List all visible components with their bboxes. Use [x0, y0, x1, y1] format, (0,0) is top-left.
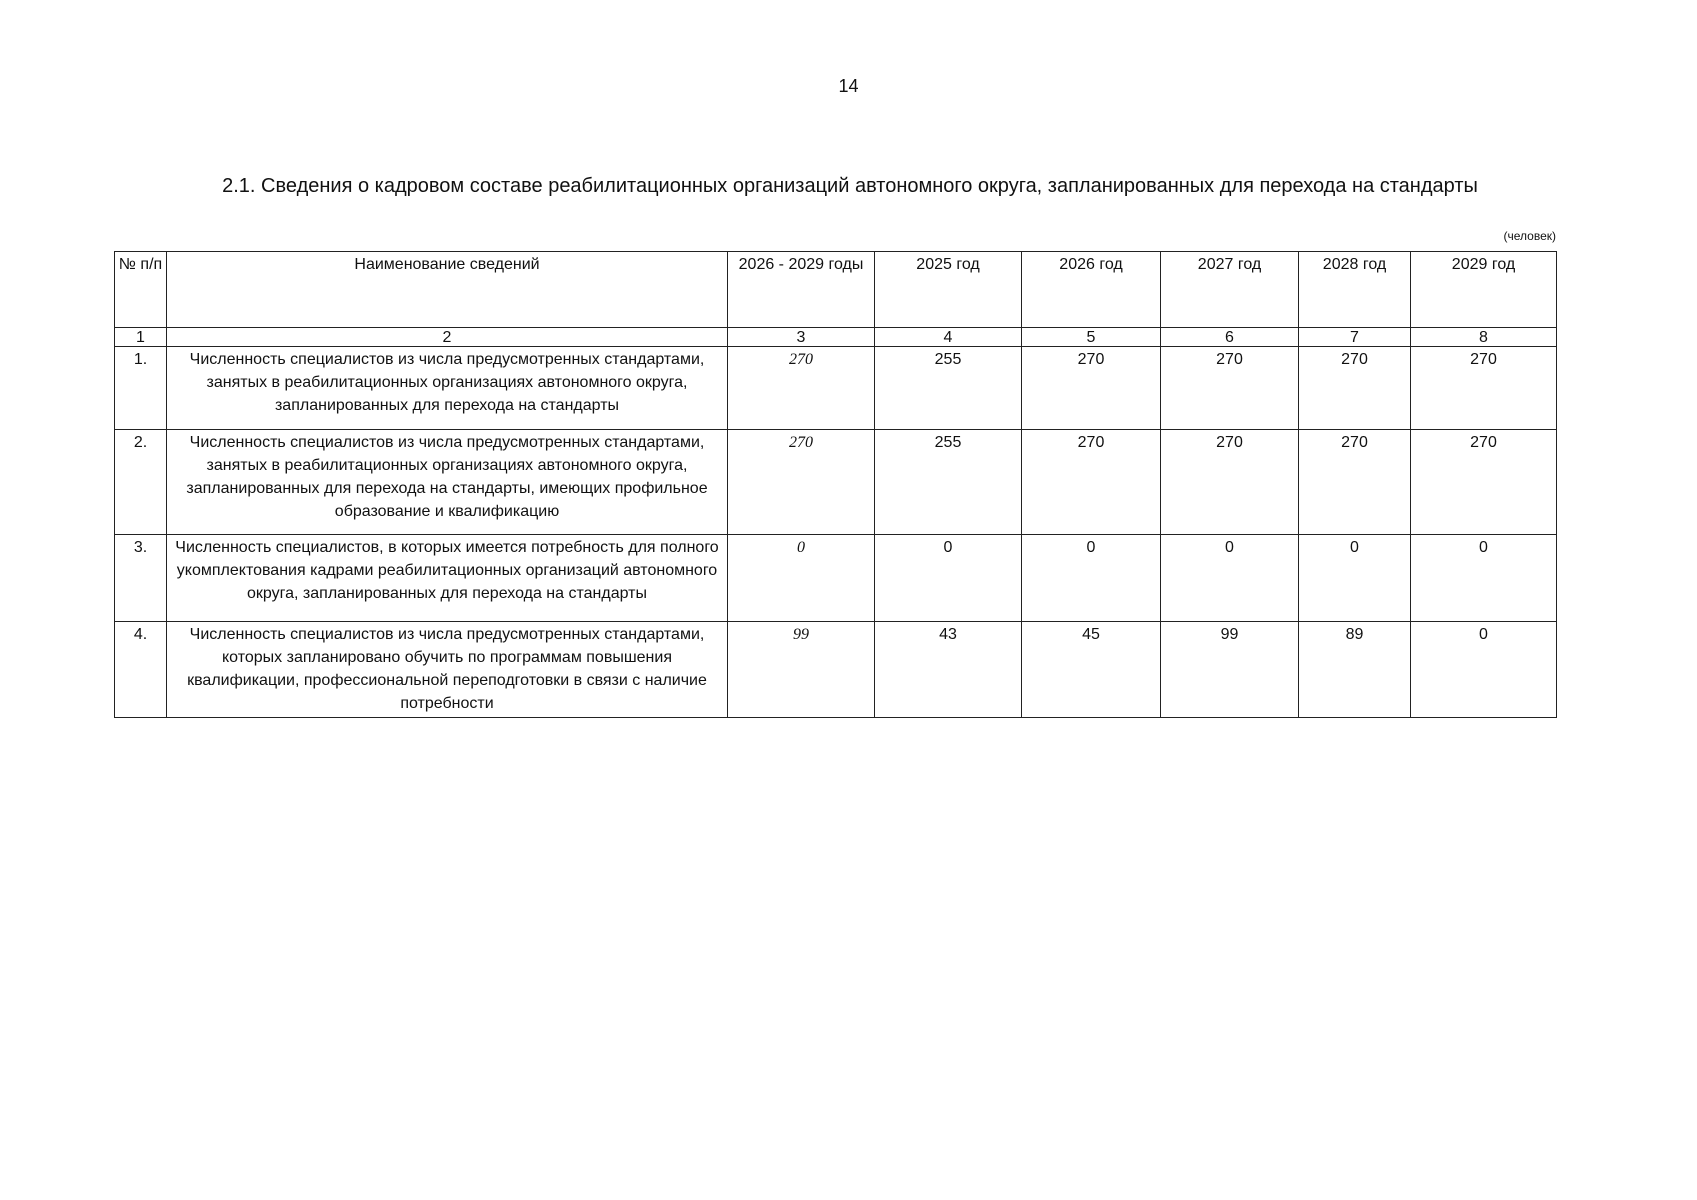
- column-number-cell: 7: [1299, 328, 1411, 347]
- staff-table: [114, 251, 1557, 718]
- row-value-cell-2025: 43: [875, 622, 1022, 718]
- row-total-cell: 0: [728, 535, 875, 622]
- table-row: [115, 622, 1557, 718]
- row-name-cell: Численность специалистов, в которых имеется потребность для полного укомплектования кадрами реабилитационных организаций автономного округа, запланированных для перехода на стандарты: [167, 535, 728, 622]
- header-cell-2027: 2027 год: [1161, 252, 1299, 328]
- row-value-cell-2028: 270: [1299, 430, 1411, 535]
- row-value-cell-2026: 45: [1022, 622, 1161, 718]
- row-total-cell: 99: [728, 622, 875, 718]
- page-number: 14: [838, 76, 859, 96]
- row-value-cell-2028: 89: [1299, 622, 1411, 718]
- row-number-cell: 4.: [115, 622, 167, 718]
- row-number-cell: 1.: [115, 347, 167, 430]
- column-number-cell: 1: [115, 328, 167, 347]
- row-value-cell-2025: 255: [875, 430, 1022, 535]
- row-value-cell-2026: 270: [1022, 347, 1161, 430]
- column-number-cell: 3: [728, 328, 875, 347]
- column-number-cell: 5: [1022, 328, 1161, 347]
- header-cell-number: № п/п: [115, 252, 167, 328]
- header-cell-2026: 2026 год: [1022, 252, 1161, 328]
- row-total-cell: 270: [728, 347, 875, 430]
- row-value-cell-2025: 255: [875, 347, 1022, 430]
- unit-label: (человек): [1503, 229, 1556, 243]
- row-name-cell: Численность специалистов из числа предусмотренных стандартами, занятых в реабилитационных организациях автономного округа, запланированных для перехода на стандарты: [167, 347, 728, 430]
- row-value-cell-2027: 99: [1161, 622, 1299, 718]
- table-header-row: [115, 252, 1557, 328]
- row-value-cell-2029: 0: [1411, 535, 1557, 622]
- column-number-row: [115, 328, 1557, 347]
- row-name-cell: Численность специалистов из числа предусмотренных стандартами, занятых в реабилитационных организациях автономного округа, запланированных для перехода на стандарты, имеющих профильное образование и квалификацию: [167, 430, 728, 535]
- row-value-cell-2028: 270: [1299, 347, 1411, 430]
- row-value-cell-2026: 0: [1022, 535, 1161, 622]
- table-row: [115, 430, 1557, 535]
- column-number-cell: 8: [1411, 328, 1557, 347]
- header-cell-name: Наименование сведений: [167, 252, 728, 328]
- row-value-cell-2025: 0: [875, 535, 1022, 622]
- header-cell-total: 2026 - 2029 годы: [728, 252, 875, 328]
- column-number-cell: 4: [875, 328, 1022, 347]
- row-number-cell: 3.: [115, 535, 167, 622]
- column-number-cell: 2: [167, 328, 728, 347]
- row-value-cell-2029: 270: [1411, 430, 1557, 535]
- table-row: [115, 535, 1557, 622]
- row-value-cell-2029: 0: [1411, 622, 1557, 718]
- table-row: [115, 347, 1557, 430]
- row-value-cell-2027: 0: [1161, 535, 1299, 622]
- row-number-cell: 2.: [115, 430, 167, 535]
- page-title: 2.1. Сведения о кадровом составе реабилитационных организаций автономного округа, запланированных для перехода на стандарты: [222, 175, 1478, 197]
- row-name-cell: Численность специалистов из числа предусмотренных стандартами, которых запланировано обучить по программам повышения квалификации, профессиональной переподготовки в связи с наличие потребности: [167, 622, 728, 718]
- header-cell-2025: 2025 год: [875, 252, 1022, 328]
- header-cell-2028: 2028 год: [1299, 252, 1411, 328]
- row-value-cell-2026: 270: [1022, 430, 1161, 535]
- row-value-cell-2027: 270: [1161, 430, 1299, 535]
- row-value-cell-2027: 270: [1161, 347, 1299, 430]
- row-value-cell-2028: 0: [1299, 535, 1411, 622]
- column-number-cell: 6: [1161, 328, 1299, 347]
- header-cell-2029: 2029 год: [1411, 252, 1557, 328]
- row-total-cell: 270: [728, 430, 875, 535]
- row-value-cell-2029: 270: [1411, 347, 1557, 430]
